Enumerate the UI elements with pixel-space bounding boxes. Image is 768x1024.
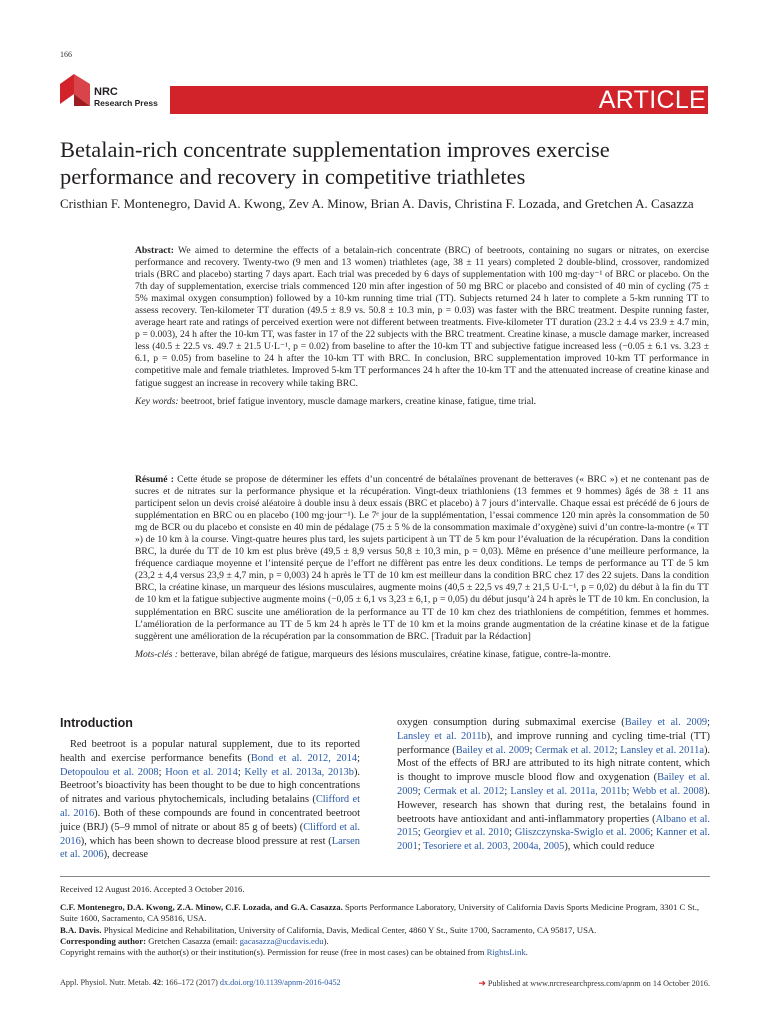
- resume-section: [135, 474, 709, 667]
- affiliation-2-names: B.A. Davis.: [60, 924, 102, 935]
- citation-ref[interactable]: Larsen et al. 2006: [60, 835, 360, 861]
- body-text-run: ). Both of these compounds are found in concentrated beetroot juice (BRJ) (5–9 mmol of nitrate or about 85 g of beets) (: [60, 807, 361, 833]
- citation-ref[interactable]: Bond et al. 2012, 2014: [250, 752, 358, 764]
- received-dates: Received 12 August 2016. Accepted 3 October 2016.: [60, 884, 245, 894]
- citation-ref[interactable]: Clifford et al. 2016: [60, 821, 360, 847]
- mots-cles-label: Mots-clés :: [135, 648, 178, 660]
- keywords: [135, 396, 709, 408]
- article-label: ARTICLE: [598, 86, 706, 114]
- intro-paragraph-left: [60, 738, 360, 862]
- body-text-run: Red beetroot is a popular natural supplement, due to its reported health and exercise performance benefits (: [60, 739, 360, 764]
- footnotes: [60, 884, 710, 958]
- citation-ref[interactable]: Kanner et al. 2001: [397, 827, 710, 853]
- mots-cles-text: betterave, bilan abrégé de fatigue, marqueurs des lésions musculaires, créatine kinase, fatigue, contre-la-montre.: [177, 648, 611, 660]
- citation-ref[interactable]: Cermak et al. 2012: [423, 785, 505, 797]
- article-banner: [170, 86, 708, 114]
- citation-ref[interactable]: Bailey et al. 2009: [397, 772, 710, 797]
- copyright-notice: [60, 947, 710, 958]
- citation-ref[interactable]: Gliszczynska-Swiglo et al. 2006: [514, 827, 651, 839]
- citation-ref[interactable]: Detopoulou et al. 2008: [60, 766, 159, 778]
- citation-line: [60, 978, 341, 987]
- nrc-logo: [60, 72, 160, 114]
- body-text-run: ;: [626, 785, 633, 797]
- corresponding-label: Corresponding author:: [60, 935, 147, 946]
- citation-ref[interactable]: Bailey et al. 2009: [624, 717, 708, 728]
- copyright-text: Copyright remains with the author(s) or their institution(s). Permission for reuse (free in most cases) can be obtained from: [60, 947, 487, 958]
- citation-ref[interactable]: Bailey et al. 2009: [455, 744, 530, 756]
- page-number: 166: [60, 50, 72, 59]
- body-text-run: ), decrease: [103, 849, 148, 861]
- abstract-section: [135, 245, 709, 417]
- introduction-heading: Introduction: [60, 716, 133, 730]
- body-text-run: ;: [417, 785, 424, 797]
- body-text-run: ), which could reduce: [564, 841, 655, 853]
- doi-link[interactable]: dx.doi.org/10.1139/apnm-2016-0452: [219, 978, 341, 987]
- body-text-run: ;: [614, 744, 621, 756]
- journal-pages: : 166–172 (2017): [160, 978, 220, 987]
- published-arrow-icon: ➜: [478, 978, 486, 988]
- affiliation-2: [60, 925, 710, 936]
- published-line: [478, 978, 710, 989]
- resume-text: Cette étude se propose de déterminer les effets d’un concentré de bétalaïnes provenant de betteraves (« BRC ») et ne contenant pas de sucres et de nitrates sur la performance physique et la récupération. Vingt-deux triathloniens (13 femmes et 9 hommes) âgés de 38 ± 11 ans participent selon un devis croisé aléatoire à double insu à deux essais (BRC et placebo) à 7 jours d’intervalle. Chaque essai est précédé de 6 jours de supplémentation en BRC ou en placebo (100 mg·jour⁻¹). Le 7ᵉ jour de la supplémentation, l’essai commence 120 min après la consommation de 50 mg de BCR ou du placebo et consiste en 40 min de pédalage (75 ± 5 % de la consommation maximale d’oxygène) suivi d’un contre-la-montre (« TT ») de 10 km à la course. Vingt-quatre heures plus tard, les sujets participent à un TT de 5 km pour l’évaluation de la récupération. Dans la condition BRC, la durée du TT de 10 km est plus brève (49,5 ± 8,9 versus 50,8 ± 10,3 min, p = 0,03). Même en présence d’une meilleure performance, la fréquence cardiaque moyenne et l’intensité perçue de l’effort ne diffèrent pas entre les deux conditions. Le temps de performance au TT de 5 km (23,2 ± 4,4 versus 23,9 ± 4,7 min, p = 0,003) 24 h après le TT de 10 km est meilleur dans la condition BRC chez 17 des 22 sujets. Dans la condition BRC, la créatine kinase, un marqueur des lésions musculaires, augmente moins (40,5 ± 22,5 vs 49,7 ± 21,5 U·L⁻¹, p = 0,02) du début à la fin du TT de 10 km et la fatigue subjective augmente moins (−0,05 ± 6,1 vs 3,23 ± 6,1, p = 0,05) du début jusqu’à 24 h après le TT de 10 km. En conclusion, la supplémentation en BRC suscite une amélioration de la performance au TT de 10 km chez des triathloniens de compétition, femmes et hommes. L’amélioration de la performance au TT de 5 km 24 h après le TT de 10 km et la moins grande augmentation de la créatine kinase et de la fatigue suggèrent une amélioration de la récupération par la consommation de BRC. [Traduit par la Rédaction]: [135, 474, 709, 642]
- abstract: [135, 245, 709, 390]
- body-text-run: ;: [237, 766, 245, 778]
- body-text-run: ), which has been shown to decrease blood pressure at rest (: [80, 835, 332, 847]
- keywords-text: beetroot, brief fatigue inventory, muscle damage markers, creatine kinase, fatigue, time trial.: [178, 395, 537, 407]
- author-list: Cristhian F. Montenegro, David A. Kwong, Zev A. Minow, Brian A. Davis, Christina F. Lozada, and Gretchen A. Casazza: [60, 196, 694, 211]
- corresponding-end: ).: [323, 935, 329, 946]
- citation-ref[interactable]: Clifford et al. 2016: [60, 794, 360, 819]
- citation-ref[interactable]: Lansley et al. 2011b: [397, 730, 487, 742]
- rightslink-link[interactable]: RightsLink: [486, 947, 526, 958]
- body-text-run: ). However, research has shown that during rest, the betalains found in beetroots have antioxidant and anti-inflammatory properties (: [397, 785, 710, 825]
- resume: [135, 474, 709, 643]
- corresponding-text: Gretchen Casazza (email:: [146, 935, 240, 946]
- body-text-run: oxygen consumption during submaximal exercise (: [397, 717, 625, 728]
- logo-press-text: Research Press: [94, 98, 158, 108]
- citation-ref[interactable]: Cermak et al. 2012: [535, 744, 615, 756]
- corresponding-email-link[interactable]: gacasazza@ucdavis.edu: [239, 935, 324, 946]
- affiliation-1: [60, 902, 710, 924]
- body-text-run: ). Beetroot’s bioactivity has been thought to be due to high concentrations of nitrates and various phytochemicals, including betalains (: [60, 766, 360, 806]
- citation-ref[interactable]: Lansley et al. 2011a, 2011b: [510, 785, 627, 797]
- abstract-label: Abstract:: [135, 245, 174, 256]
- body-text-run: ;: [509, 827, 515, 839]
- citation-ref[interactable]: Hoon et al. 2014: [165, 766, 238, 778]
- mots-cles: [135, 649, 709, 661]
- body-text-run: ;: [417, 827, 424, 839]
- citation-ref[interactable]: Tesoriere et al. 2003, 2004a, 2005: [423, 841, 565, 853]
- journal-name: Appl. Physiol. Nutr. Metab.: [60, 978, 153, 987]
- footnote-divider: [60, 876, 710, 877]
- copyright-end: .: [525, 947, 528, 958]
- published-text: Published at www.nrcresearchpress.com/apnm on 14 October 2016.: [487, 979, 710, 988]
- citation-ref[interactable]: Lansley et al. 2011a: [620, 744, 704, 756]
- body-text-run: ;: [417, 841, 424, 853]
- body-text-run: ;: [707, 717, 710, 728]
- abstract-text: We aimed to determine the effects of a betalain-rich concentrate (BRC) of beetroots, containing no sugars or nitrates, on exercise performance and recovery. Twenty-two (9 men and 13 women) triathletes (age, 38 ± 11 years) completed 2 double-blind, crossover, randomized trials (BRC and placebo) starting 7 days apart. Each trial was preceded by 6 days of supplementation with 100 mg·day⁻¹ of BRC or placebo. On the 7th day of supplementation, exercise trials commenced 120 min after ingestion of 50 mg BRC or placebo and consisted of 40 min of cycling (75 ± 5% maximal oxygen consumption) followed by a 10-km running time trial (TT). Subjects returned 24 h later to complete a 5-km running TT to assess recovery. Ten-kilometer TT duration (49.5 ± 8.9 vs. 50.8 ± 10.3 min, p = 0.03) was faster with the BRC treatment. Despite running faster, average heart rate and ratings of perceived exertion were not different between treatments. Five-kilometer TT duration (23.2 ± 4.4 vs 23.9 ± 4.7 min, p = 0.003), 24 h after the 10-km TT, was faster in 17 of the 22 subjects with the BRC treatment. Creatine kinase, a muscle damage marker, increased less (40.5 ± 22.5 vs. 49.7 ± 21.5 U·L⁻¹, p = 0.02) from baseline to after the 10-km TT and subjective fatigue increased less (−0.05 ± 6.1 vs. 3.23 ± 6.1, p = 0.05) from baseline to 24 h after the 10-km TT with BRC. In conclusion, BRC supplementation improved 10-km TT performance in competitive male and female triathletes. Improved 5-km TT performances 24 h after the 10-km TT and the attenuated increase of creatine kinase and fatigue suggest an increase in recovery while taking BRC.: [135, 245, 709, 389]
- affiliation-1-names: C.F. Montenegro, D.A. Kwong, Z.A. Minow, C.F. Lozada, and G.A. Casazza.: [60, 902, 343, 913]
- intro-paragraph-right: [397, 716, 710, 854]
- citation-ref[interactable]: Albano et al. 2015: [397, 813, 710, 839]
- intro-column-right: [397, 716, 710, 854]
- body-text-run: ;: [504, 785, 511, 797]
- journal-volume: 42: [152, 978, 161, 987]
- body-text-run: ). Most of the effects of BRJ are attributed to its high nitrate content, which is thought to improve muscle blood flow and oxygenation (: [397, 744, 710, 784]
- affiliation-2-text: Physical Medicine and Rehabilitation, University of California, Davis, Medical Center, 4860 Y St., Suite 1700, Sacramento, CA 95817, USA.: [101, 924, 597, 935]
- resume-label: Résumé :: [135, 474, 174, 485]
- keywords-label: Key words:: [135, 395, 179, 407]
- body-text-run: ;: [357, 752, 360, 764]
- body-text-run: ;: [650, 827, 656, 839]
- intro-column-left: [60, 716, 360, 862]
- nrc-logo-icon: [60, 72, 92, 108]
- affiliation-1-text: Sports Performance Laboratory, University of California Davis Sports Medicine Program, 3301 C St., Suite 1600, Sacramento, CA 95816, USA.: [60, 902, 700, 924]
- citation-ref[interactable]: Georgiev et al. 2010: [423, 827, 510, 839]
- body-text-run: ;: [529, 744, 536, 756]
- logo-nrc-text: NRC: [94, 86, 118, 98]
- article-title: Betalain-rich concentrate supplementation improves exercise performance and recovery in competitive triathletes: [60, 137, 610, 189]
- body-text-run: ), and improve running and cycling time-trial (TT) performance (: [397, 730, 710, 756]
- body-text-run: ;: [158, 766, 166, 778]
- citation-ref[interactable]: Webb et al. 2008: [632, 785, 704, 797]
- citation-ref[interactable]: Kelly et al. 2013a, 2013b: [244, 766, 354, 778]
- corresponding-author: [60, 936, 710, 947]
